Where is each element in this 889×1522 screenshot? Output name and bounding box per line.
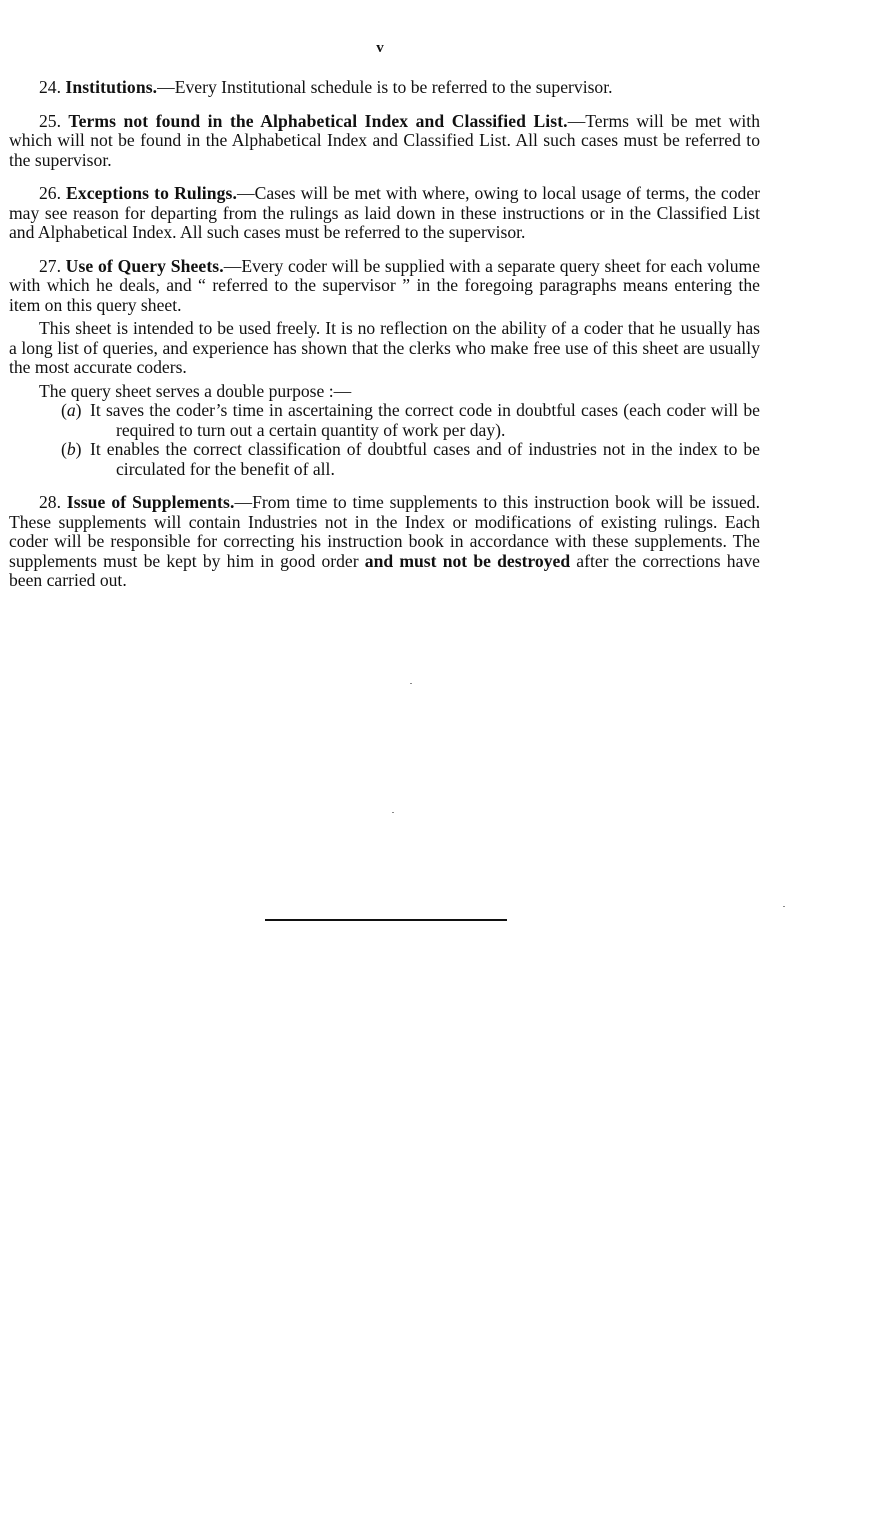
purpose-list	[9, 401, 760, 479]
section-heading: Use of Query Sheets.	[65, 255, 224, 276]
section-number: 28.	[39, 492, 61, 512]
list-item-text: It saves the coder’s time in ascertaining the correct code in doubtful cases (each coder will be required to turn out a certain quantity of work per day).	[90, 400, 760, 440]
list-item-text: It enables the correct classification of doubtful cases and of industries not in the index to be circulated for the benefit of all.	[90, 439, 760, 479]
section-number: 24.	[39, 77, 61, 97]
section-28	[9, 493, 760, 591]
section-27	[9, 257, 760, 316]
print-speck	[392, 812, 394, 813]
list-item	[9, 401, 760, 440]
section-text: —From time to time supplements to this instruction book will be issued. These supplements will contain Industries not in the Index or modifications of existing rulings. Each coder will be responsible for correcting his instruction book in accordance with these supplements. The supplements must be kept by him in good order	[9, 492, 760, 571]
section-text: —Cases will be met with where, owing to local usage of terms, the coder may see reason for departing from the rulings as laid down in these instructions or in the Classified List and Alphabetical Index. All such cases must be referred to the supervisor.	[9, 183, 760, 242]
section-tail: after the corrections have been carried out.	[9, 550, 760, 590]
section-number: 25.	[39, 110, 61, 131]
double-purpose-intro: The query sheet serves a double purpose :—	[39, 380, 352, 401]
section-heading: Issue of Supplements.	[66, 492, 235, 512]
section-text: —Every coder will be supplied with a separate query sheet for each volume with which he deals, and “ referred to the supervisor ” in the foregoing paragraphs means entering the item on this query sheet.	[9, 255, 761, 315]
query-sheet-paragraph: This sheet is intended to be used freely. It is no reflection on the ability of a coder that he usually has a long list of queries, and experience has shown that the clerks who make free use of this sheet are usually the most accurate coders.	[9, 318, 760, 377]
section-number: 27.	[39, 255, 61, 276]
section-26	[9, 184, 760, 243]
end-rule	[265, 919, 507, 921]
section-25	[9, 112, 760, 171]
section-text: —Every Institutional schedule is to be referred to the supervisor.	[157, 77, 613, 97]
section-text: —Terms will be met with which will not be found in the Alphabetical Index and Classified List. All such cases must be referred to the supervisor.	[9, 110, 760, 170]
list-item	[9, 440, 760, 479]
section-heading: Terms not found in the Alphabetical Index and Classified List.	[68, 110, 568, 131]
section-heading: Exceptions to Rulings.	[65, 183, 237, 203]
page-number: v	[376, 40, 384, 56]
section-heading: Institutions.	[65, 77, 158, 97]
emphasis-text: and must not be destroyed	[364, 550, 571, 571]
section-number: 26.	[39, 183, 61, 203]
print-speck	[410, 683, 412, 684]
document-body	[9, 78, 760, 605]
print-speck	[783, 906, 785, 907]
section-24	[9, 78, 760, 98]
list-marker: (b)	[61, 439, 82, 459]
list-marker: (a)	[61, 400, 82, 420]
